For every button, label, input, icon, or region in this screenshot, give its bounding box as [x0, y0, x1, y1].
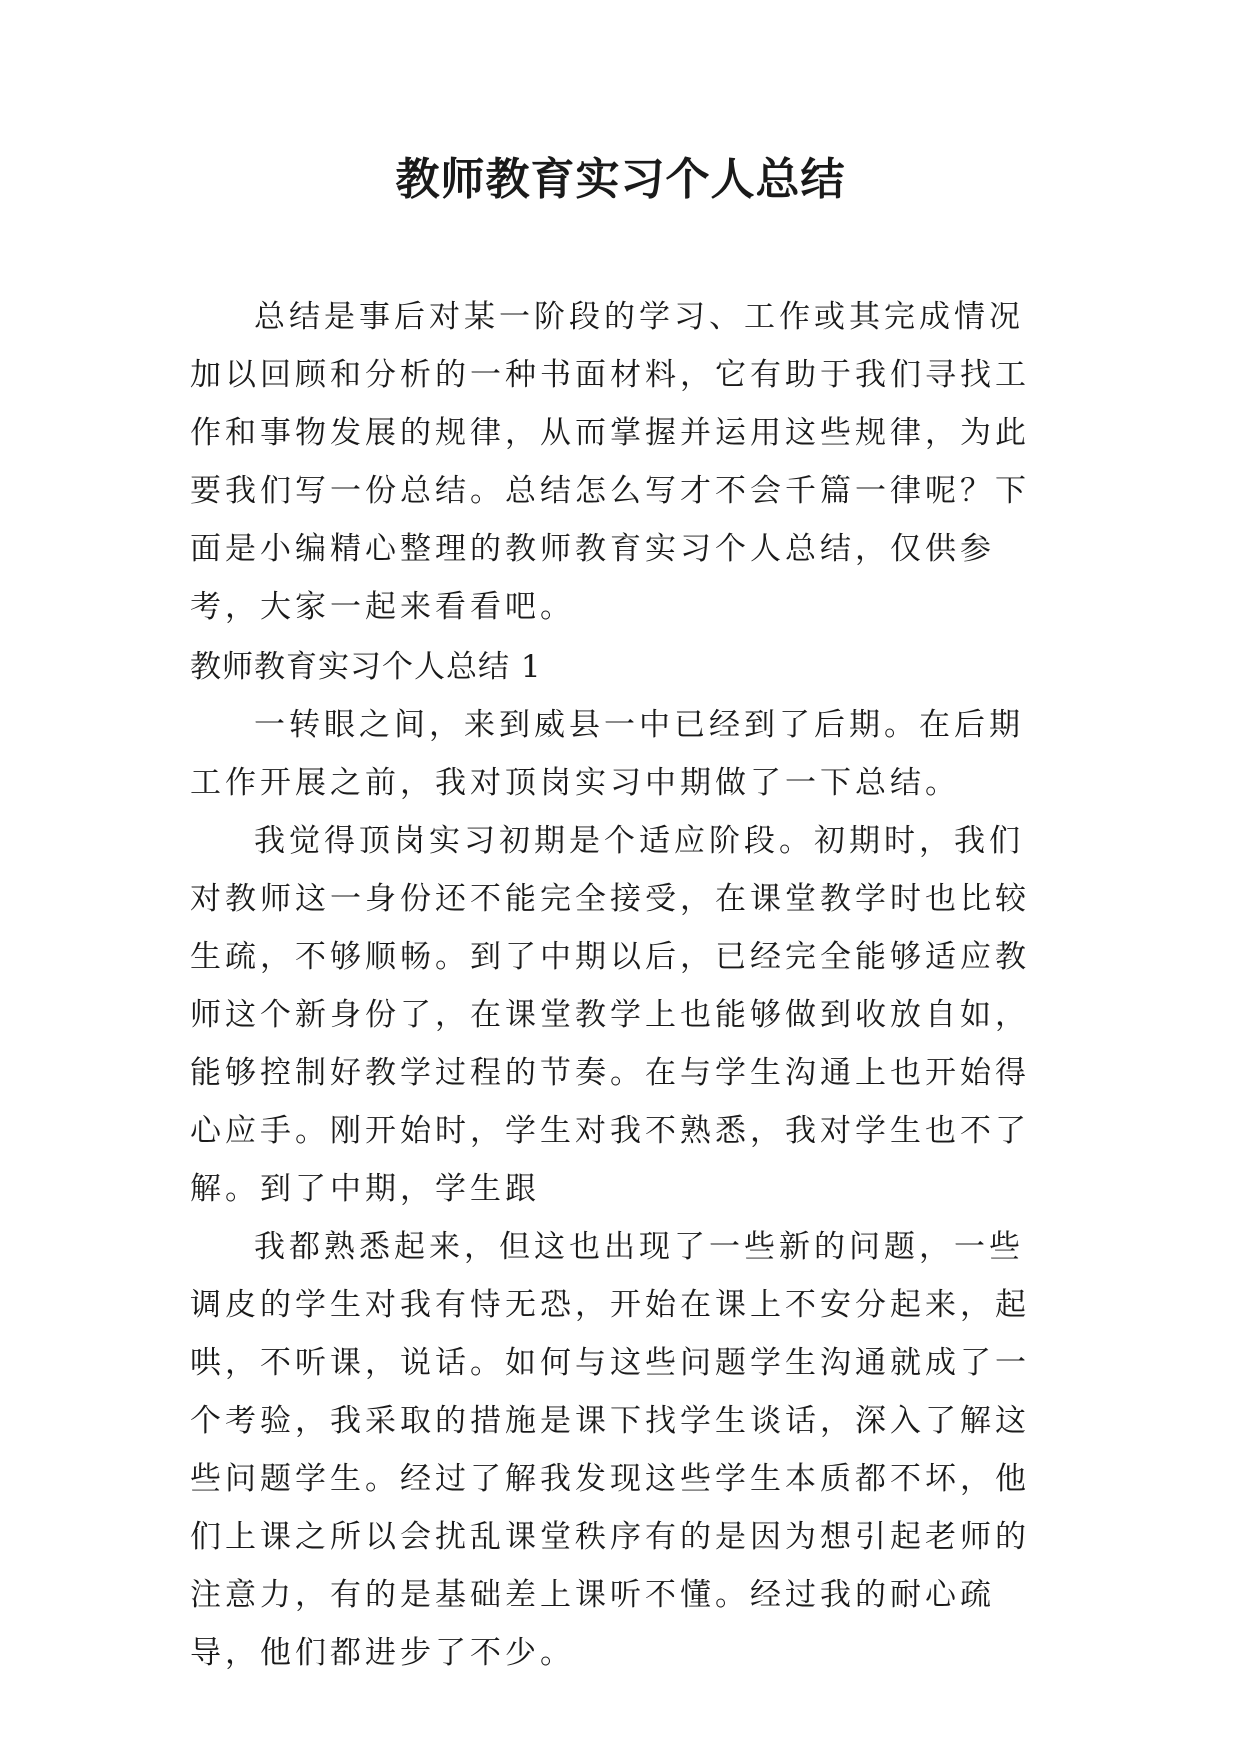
intro-block [190, 288, 1052, 636]
section-body [190, 696, 1052, 1682]
section-heading: 教师教育实习个人总结 1 [190, 649, 542, 685]
intro-paragraph: 总结是事后对某一阶段的学习、工作或其完成情况加以回顾和分析的一种书面材料，它有助于我们寻找工作和事物发展的规律，从而掌握并运用这些规律，为此要我们写一份总结。总结怎么写才不会千篇一律呢？下面是小编精心整理的教师教育实习个人总结，仅供参考，大家一起来看看吧。 [190, 299, 1030, 625]
document-title: 教师教育实习个人总结 [395, 154, 846, 205]
body-paragraph: 一转眼之间，来到威县一中已经到了后期。在后期工作开展之前，我对顶岗实习中期做了一下总结。 [190, 707, 1024, 801]
body-paragraph: 我觉得顶岗实习初期是个适应阶段。初期时，我们对教师这一身份还不能完全接受，在课堂教学时也比较生疏，不够顺畅。到了中期以后，已经完全能够适应教师这个新身份了，在课堂教学上也能够做到收放自如，能够控制好教学过程的节奏。在与学生沟通上也开始得心应手。刚开始时，学生对我不熟悉，我对学生也不了解。到了中期，学生跟 [190, 823, 1030, 1207]
body-paragraph: 我都熟悉起来，但这也出现了一些新的问题，一些调皮的学生对我有恃无恐，开始在课上不安分起来，起哄，不听课，说话。如何与这些问题学生沟通就成了一个考验，我采取的措施是课下找学生谈话，深入了解这些问题学生。经过了解我发现这些学生本质都不坏，他们上课之所以会扰乱课堂秩序有的是因为想引起老师的注意力，有的是基础差上课听不懂。经过我的耐心疏导，他们都进步了不少。 [190, 1229, 1030, 1671]
